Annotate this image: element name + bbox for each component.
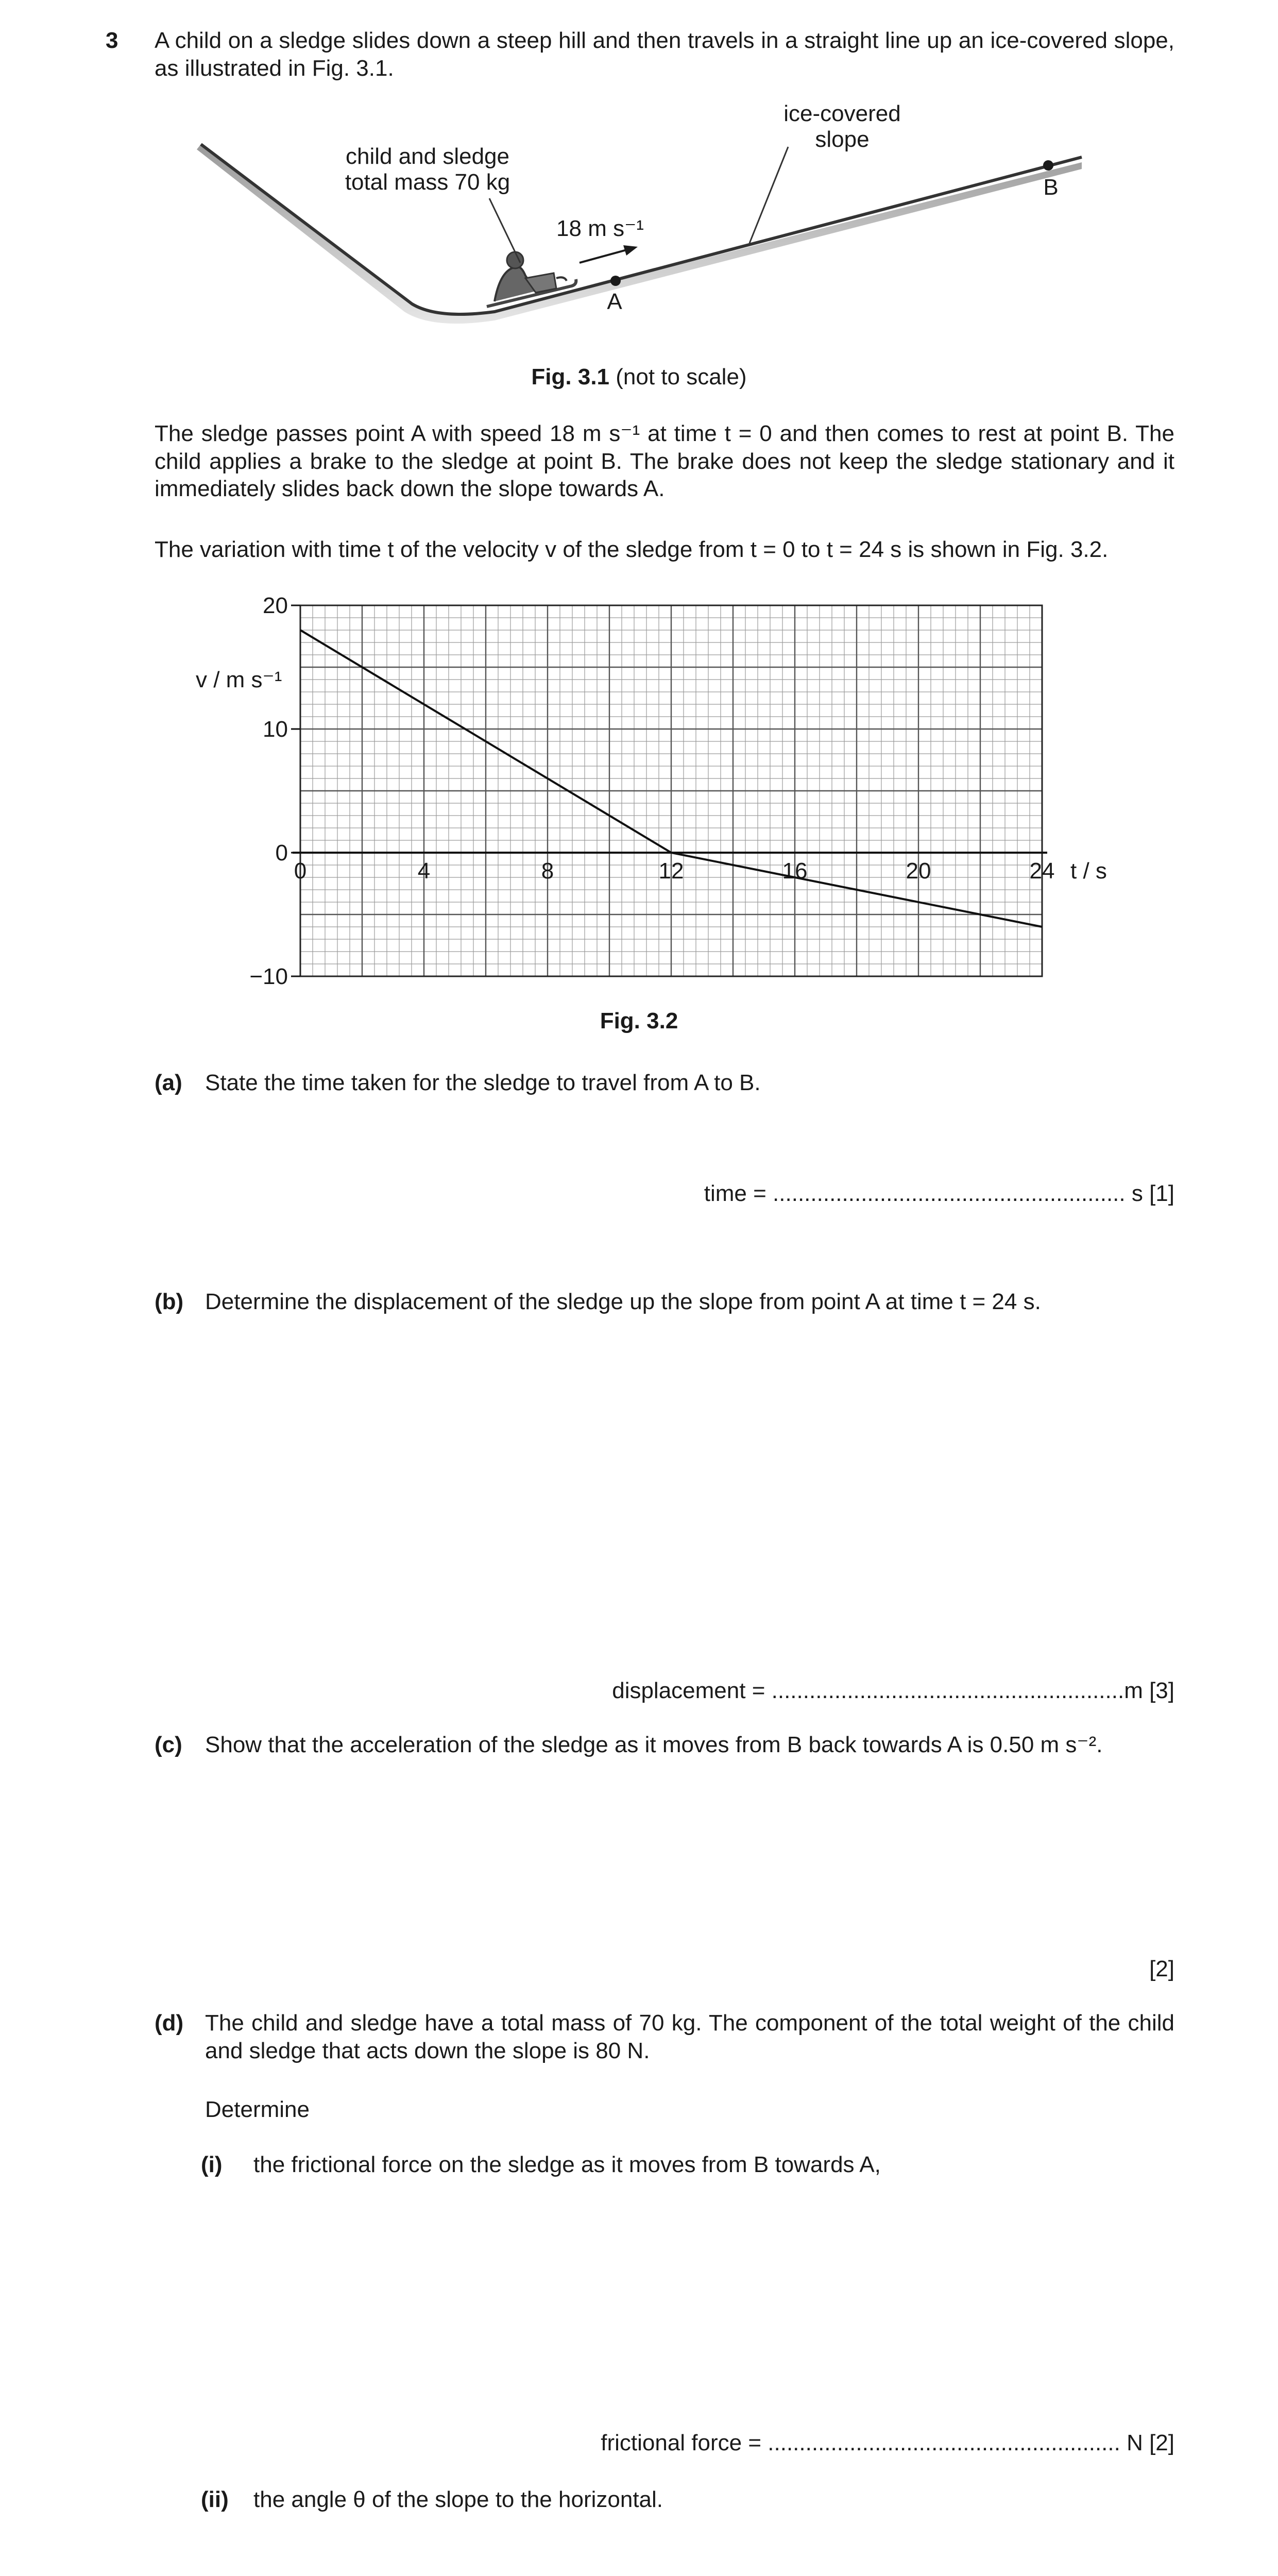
fig32-caption: Fig. 3.2 [600,1008,678,1033]
x-tick-label: 4 [417,858,431,884]
part-d-i-text: the frictional force on the sledge as it moves from B towards A, [253,2152,881,2177]
mass-leader-line [489,198,520,263]
question-intro: A child on a sledge slides down a steep hill and then travels in a straight line up an ice-covered slope, as illustrated in Fig. 3.1. [155,28,1174,81]
speed-label: 18 m s⁻¹ [556,216,644,241]
paragraph-velocity-variation: The variation with time t of the velocity v of the sledge from t = 0 to t = 24 s is shown in Fig. 3.2. [155,537,1109,562]
y-tick-label: 20 [263,593,288,618]
ice-leader-line [749,147,788,243]
x-tick-label: 8 [541,858,554,884]
question-number: 3 [106,28,118,53]
answer-field-time[interactable]: ........................................................ [773,1181,1126,1206]
velocity-time-graph [0,577,1278,1020]
part-d-i-answer-line: frictional force = ........................................................ N [2] [601,2430,1174,2455]
point-b-label: B [1043,175,1059,200]
part-a-text: State the time taken for the sledge to travel from A to B. [205,1070,761,1095]
point-b-dot [1043,160,1053,171]
point-a-dot [610,276,621,286]
answer-field-displacement[interactable]: ........................................................ [771,1678,1124,1703]
velocity-arrow-line [580,249,628,263]
x-tick-label: 24 [1029,858,1055,884]
part-d-text: The child and sledge have a total mass of 70 kg. The component of the total weight of the child and sledge that acts down the slope is 80 N. [205,2010,1174,2063]
fig31-illustration [0,98,1278,366]
mass-label-line1: child and sledge [345,144,510,169]
part-d-ii-text: the angle θ of the slope to the horizontal. [253,2487,663,2512]
y-tick-label: −10 [249,964,288,989]
part-c-label: (c) [155,1732,182,1757]
y-tick-label: 10 [263,717,288,742]
x-tick-label: 20 [906,858,931,884]
answer-field-frictional-force[interactable]: ........................................................ [768,2430,1120,2455]
part-d-ii-label: (ii) [201,2487,229,2512]
paragraph-sledge-motion: The sledge passes point A with speed 18 m s⁻¹ at time t = 0 and then comes to rest at point B. The child applies a brake to the sledge at point B. The brake does not keep the sledge stationary and it immediately slides back down the slope towards A. [155,421,1174,502]
x-tick-label: 12 [658,858,684,884]
part-d-i-label: (i) [201,2152,223,2177]
x-tick-label: 0 [294,858,307,884]
part-d-label: (d) [155,2010,184,2036]
y-tick-label: 0 [275,840,288,866]
part-c-marks: [2] [1149,1956,1174,1981]
part-d-determine: Determine [205,2097,310,2122]
fig31-caption: Fig. 3.1 (not to scale) [531,364,747,389]
x-tick-label: 16 [782,858,808,884]
ice-label-line1: ice-covered [783,101,901,126]
part-b-text: Determine the displacement of the sledge up the slope from point A at time t = 24 s. [205,1289,1041,1314]
part-b-answer-line: displacement = ........................................................m [3] [612,1678,1174,1703]
part-c-text: Show that the acceleration of the sledge as it moves from B back towards A is 0.50 m s⁻². [205,1732,1103,1757]
part-a-label: (a) [155,1070,182,1095]
point-a-label: A [607,289,622,314]
part-b-label: (b) [155,1289,184,1314]
chart-x-axis-label: t / s [1070,858,1107,884]
chart-y-axis-label: v / m s⁻¹ [196,667,282,692]
velocity-arrowhead [623,245,638,256]
part-a-answer-line: time = ........................................................ s [1] [704,1181,1174,1206]
ice-label-line2: slope [815,127,870,152]
mass-label-line2: total mass 70 kg [345,170,510,195]
